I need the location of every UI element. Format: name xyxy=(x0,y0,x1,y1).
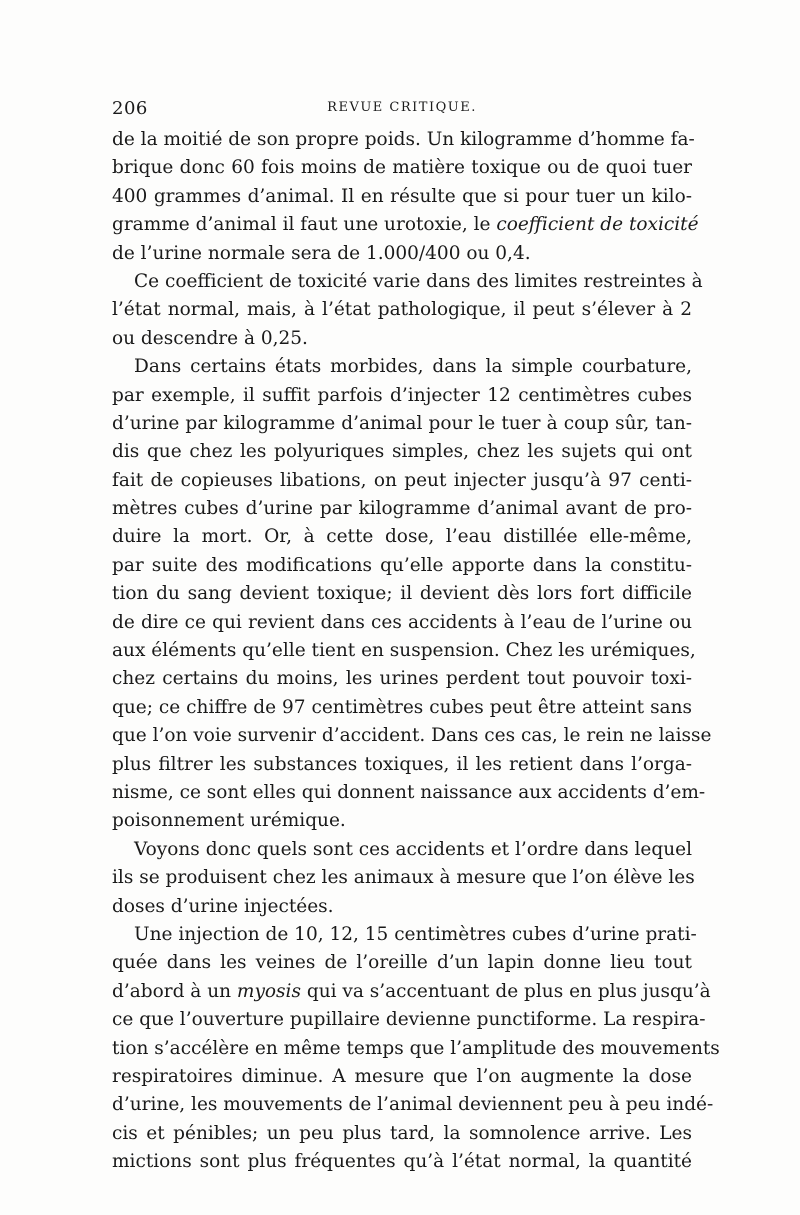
text-line xyxy=(112,1148,692,1176)
text-line xyxy=(112,211,699,239)
text-line xyxy=(112,921,697,949)
text-segment: chez certains du moins, les urines perdent tout pouvoir toxi- xyxy=(112,668,692,690)
text-segment: tion s’accélère en même temps que l’amplitude des mouvements xyxy=(112,1037,720,1059)
text-segment: d’abord à un xyxy=(112,980,237,1002)
text-segment: Ce coefficient de toxicité varie dans des limites restreintes à xyxy=(134,270,703,292)
text-line xyxy=(112,438,692,466)
text-segment: gramme d’animal il faut une urotoxie, le xyxy=(112,214,497,236)
text-line xyxy=(112,949,692,977)
text-line xyxy=(112,694,692,722)
text-segment: tion du sang devient toxique; il devient dès lors fort difficile xyxy=(112,583,692,605)
text-line xyxy=(112,523,692,551)
text-segment: par suite des modifications qu’elle apporte dans la constitu- xyxy=(112,554,692,576)
text-line xyxy=(112,807,692,835)
text-line xyxy=(112,410,692,438)
text-line xyxy=(112,637,696,665)
text-segment: de la moitié de son propre poids. Un kilogramme d’homme fa- xyxy=(112,129,695,150)
text-line xyxy=(112,779,706,807)
text-segment: ce que l’ouverture pupillaire devienne punctiforme. La respira- xyxy=(112,1009,706,1031)
text-segment: Dans certains états morbides, dans la simple courbature, xyxy=(134,356,692,378)
running-head xyxy=(112,98,692,120)
text-segment: mètres cubes d’urine par kilogramme d’animal avant de pro- xyxy=(112,498,692,520)
text-line xyxy=(112,467,692,495)
text-segment: ou descendre à 0,25. xyxy=(112,327,308,349)
text-segment: duire la mort. Or, à cette dose, l’eau distillée elle-même, xyxy=(112,526,692,548)
page-number: 206 xyxy=(112,98,148,119)
text-line xyxy=(112,268,703,296)
text-segment: cis et pénibles; un peu plus tard, la somnolence arrive. Les xyxy=(112,1122,692,1144)
text-segment: que; ce chiffre de 97 centimètres cubes peut être atteint sans xyxy=(112,696,692,718)
text-line xyxy=(112,1035,720,1063)
text-segment: de dire ce qui revient dans ces accidents à l’eau de l’urine ou xyxy=(112,611,692,633)
text-segment: l’état normal, mais, à l’état pathologique, il peut s’élever à 2 xyxy=(112,299,692,321)
text-segment: poisonnement urémique. xyxy=(112,810,346,832)
text-line xyxy=(112,552,692,580)
text-segment: 400 grammes d’animal. Il en résulte que si pour tuer un kilo- xyxy=(112,185,692,207)
text-line xyxy=(112,722,712,750)
text-line xyxy=(112,1091,714,1119)
text-segment: de l’urine normale sera de 1.000/400 ou 0,4. xyxy=(112,242,531,264)
text-segment: plus filtrer les substances toxiques, il les retient dans l’orga- xyxy=(112,753,692,775)
text-line xyxy=(112,580,692,608)
text-line xyxy=(112,240,692,268)
text-line xyxy=(112,1063,692,1091)
text-segment: par exemple, il suffit parfois d’injecter 12 centimètres cubes xyxy=(112,384,692,406)
text-line xyxy=(112,296,692,324)
text-segment: que l’on voie survenir d’accident. Dans ces cas, le rein ne laisse xyxy=(112,725,712,747)
text-line xyxy=(112,1006,706,1034)
text-line xyxy=(112,893,692,921)
text-line xyxy=(112,1120,692,1148)
text-segment: mictions sont plus fréquentes qu’à l’état normal, la quantité xyxy=(112,1151,692,1173)
text-segment: brique donc 60 fois moins de matière toxique ou de quoi tuer xyxy=(112,157,692,179)
text-segment: qui va s’accentuant de plus en plus jusqu’à xyxy=(300,980,711,1002)
text-segment: nisme, ce sont elles qui donnent naissance aux accidents d’em- xyxy=(112,781,706,803)
text-line xyxy=(112,665,692,693)
body-text xyxy=(112,126,720,1176)
text-segment: dis que chez les polyuriques simples, chez les sujets qui ont xyxy=(112,441,692,463)
italic-term: myosis xyxy=(236,980,301,1002)
text-segment: ils se produisent chez les animaux à mesure que l’on élève les xyxy=(112,867,695,889)
text-line xyxy=(112,609,692,637)
text-segment: Une injection de 10, 12, 15 centimètres cubes d’urine prati- xyxy=(134,923,697,945)
text-line xyxy=(112,864,695,892)
text-segment: d’urine, les mouvements de l’animal deviennent peu à peu indé- xyxy=(112,1094,714,1116)
text-line xyxy=(112,836,692,864)
text-line xyxy=(112,154,692,182)
running-title: REVUE CRITIQUE. xyxy=(327,100,477,115)
text-line xyxy=(112,353,692,381)
text-line xyxy=(112,495,692,523)
text-segment: Voyons donc quels sont ces accidents et l’ordre dans lequel xyxy=(134,838,692,860)
text-segment: d’urine par kilogramme d’animal pour le tuer à coup sûr, tan- xyxy=(112,412,692,434)
text-line xyxy=(112,183,692,211)
text-line xyxy=(112,382,692,410)
text-segment: respiratoires diminue. A mesure que l’on augmente la dose xyxy=(112,1065,692,1087)
text-segment: quée dans les veines de l’oreille d’un lapin donne lieu tout xyxy=(112,952,692,974)
italic-term: coefficient de toxicité xyxy=(496,214,699,236)
text-line xyxy=(112,751,692,779)
text-line xyxy=(112,978,711,1006)
text-segment: aux éléments qu’elle tient en suspension. Chez les urémiques, xyxy=(112,640,696,662)
text-line xyxy=(112,325,692,353)
text-segment: fait de copieuses libations, on peut injecter jusqu’à 97 centi- xyxy=(112,469,692,491)
text-line xyxy=(112,126,695,154)
text-segment: doses d’urine injectées. xyxy=(112,895,334,917)
